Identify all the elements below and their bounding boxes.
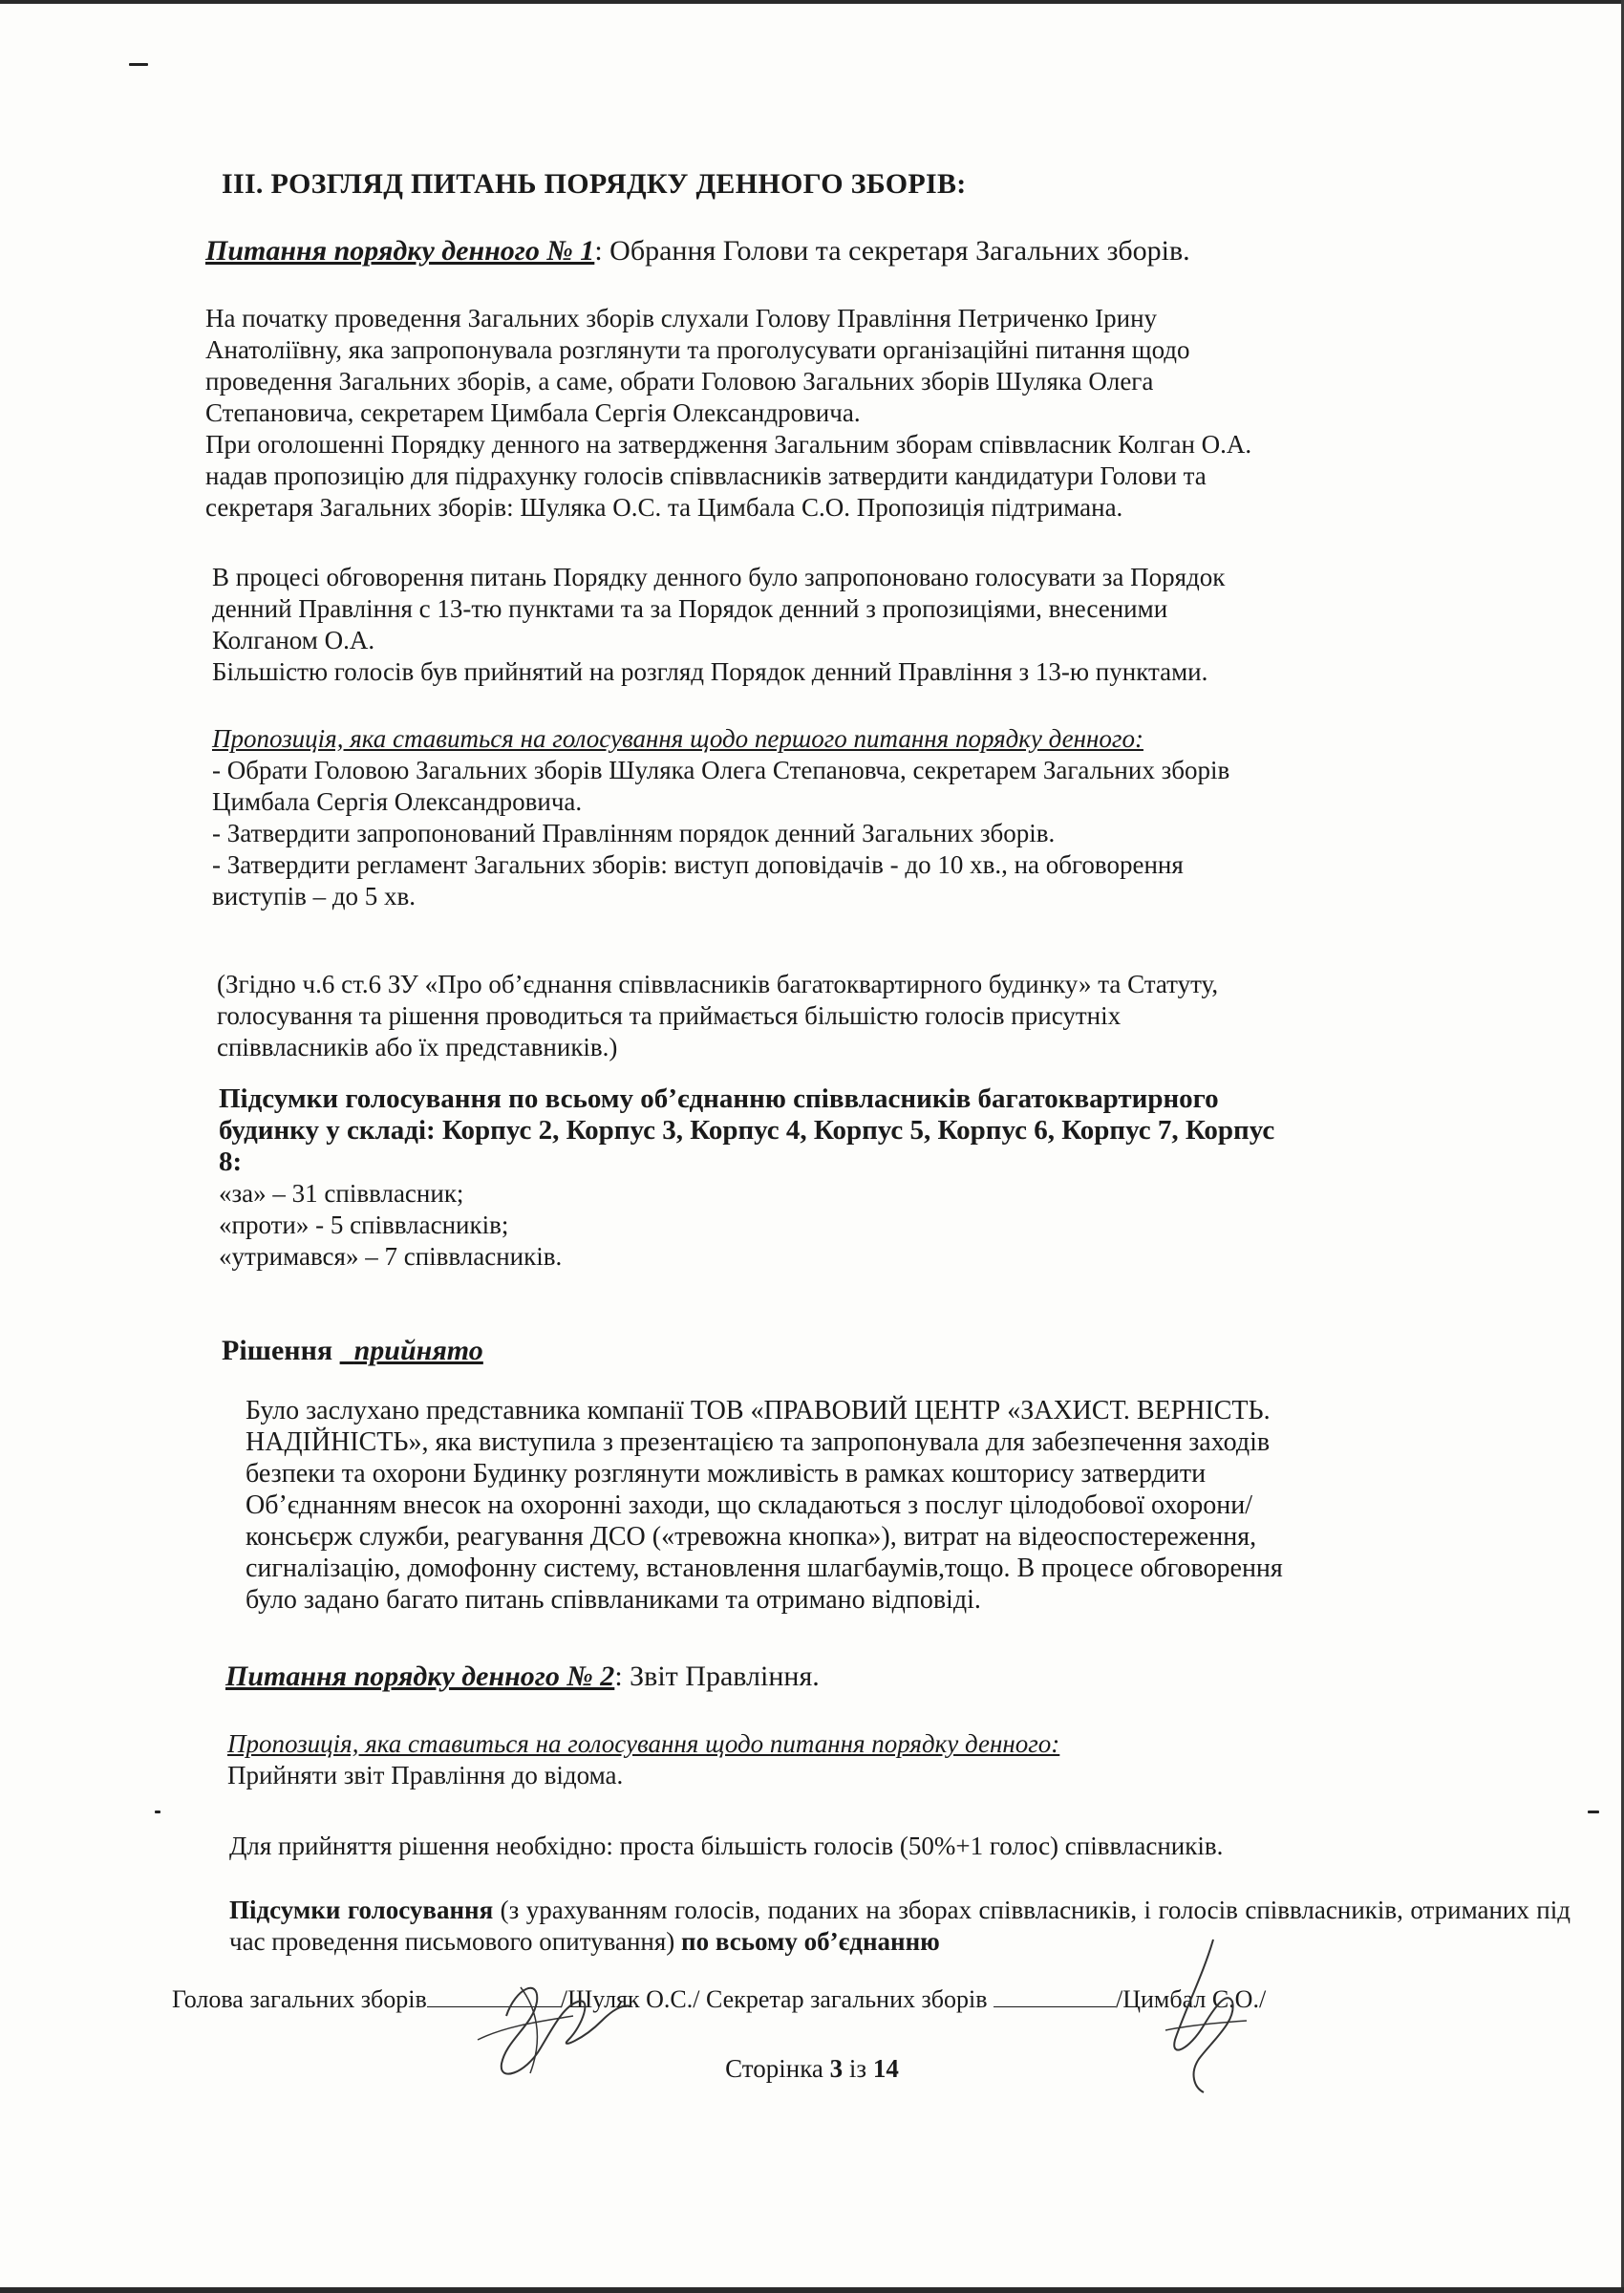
paragraph-line: сигналізацію, домофонну систему, встановлення шлагбаумів,тощо. В процесе обговорення — [246, 1554, 1283, 1583]
paragraph-line: проведення Загальних зборів, а саме, обрати Головою Загальних зборів Шуляка Олега — [205, 367, 1154, 396]
paragraph-line: (Згідно ч.6 ст.6 ЗУ «Про об’єднання співвласників багатоквартирного будинку» та Статуту, — [217, 970, 1219, 998]
agenda-item-1-heading — [205, 235, 1543, 268]
page-number — [0, 2054, 1624, 2084]
agenda-item-2-heading — [225, 1661, 820, 1693]
paragraph-line: консьєрж служби, реагування ДСО («тревожна кнопка»), витрат на відеоспостереження, — [246, 1522, 1257, 1552]
results-2-bold-start: Підсумки голосування — [229, 1896, 494, 1924]
decision-requirement: Для прийняття рішення необхідно: проста більшість голосів (50%+1 голос) співвласників. — [229, 1832, 1224, 1860]
proposal-line: виступів – до 5 хв. — [212, 882, 417, 911]
votes-against: «проти» - 5 співвласників; — [219, 1211, 509, 1239]
page-number-total: 14 — [872, 2054, 899, 2083]
paragraph-line: Колганом О.А. — [212, 626, 375, 654]
scan-speck — [1588, 1811, 1599, 1813]
proposal-1 — [212, 723, 1534, 912]
voting-results-1 — [219, 1083, 1541, 1273]
decision-line — [222, 1335, 483, 1367]
page-number-current: 3 — [829, 2054, 844, 2083]
proposal-line: - Затвердити регламент Загальних зборів: виступ доповідачів - до 10 хв., на обговорення — [212, 850, 1184, 879]
proposal-line: - Затвердити запропонований Правлінням порядок денний Загальних зборів. — [212, 819, 1056, 847]
voting-results-2-intro — [229, 1895, 1571, 1958]
scan-speck — [155, 1811, 160, 1813]
paragraph-line: безпеки та охорони Будинку розглянути можливість в рамках кошторису затвердити — [246, 1459, 1207, 1489]
paragraph-line: було задано багато питань співвланиками та отримано відповіді. — [246, 1585, 981, 1615]
agenda-item-2-label: Питання порядку денного № 2 — [225, 1661, 615, 1692]
votes-abstained: «утримався» – 7 співвласників. — [219, 1242, 563, 1271]
secretary-signature-blank — [994, 1985, 1116, 2007]
opening-paragraph — [205, 303, 1531, 524]
paragraph-line: Степановича, секретарем Цимбала Сергія Олександровича. — [205, 398, 861, 427]
chair-label: Голова загальних зборів — [172, 1985, 427, 2013]
agenda-item-1-text: : Обрання Голови та секретаря Загальних зборів. — [594, 235, 1190, 267]
chair-name: /Шуляк О.С./ — [560, 1985, 700, 2013]
agenda-item-1-label: Питання порядку денного № 1 — [205, 235, 595, 267]
security-presentation-paragraph — [246, 1395, 1545, 1616]
proposal-2-heading: Пропозиція, яка ставиться на голосування щодо питання порядку денного: — [227, 1729, 1060, 1758]
paragraph-line: надав пропозицію для підрахунку голосів співвласників затвердити кандидатури Голови та — [205, 461, 1207, 490]
secretary-label: Секретар загальних зборів — [705, 1985, 988, 2013]
paragraph-line: секретаря Загальних зборів: Шуляка О.С. та Цимбала С.О. Пропозиція підтримана. — [205, 493, 1123, 522]
signature-line — [172, 1985, 1471, 2014]
scan-speck — [129, 63, 148, 66]
paragraph-line: Об’єднанням внесок на охоронні заходи, що складаються з послуг цілодобової охорони/ — [246, 1490, 1253, 1520]
proposal-line: - Обрати Головою Загальних зборів Шуляка Олега Степановча, секретарем Загальних зборів — [212, 756, 1230, 784]
page-number-prefix: Сторінка — [725, 2054, 823, 2083]
scan-edge — [0, 0, 1624, 4]
paragraph-line: В процесі обговорення питань Порядку денного було запропоновано голосувати за Порядок — [212, 563, 1226, 591]
scan-edge — [0, 2287, 1624, 2293]
results-2-bold-end: по всьому об’єднанню — [674, 1927, 940, 1956]
decision-value: прийнято — [353, 1335, 483, 1366]
results-heading-line: 8: — [219, 1146, 243, 1177]
paragraph-line: голосування та рішення проводиться та приймається більшістю голосів присутніх — [217, 1001, 1122, 1030]
paragraph-line: Більшістю голосів був прийнятий на розгляд Порядок денний Правління з 13-ю пунктами. — [212, 657, 1208, 686]
votes-for: «за» – 31 співвласник; — [219, 1179, 464, 1208]
paragraph-line: співвласників або їх представників.) — [217, 1033, 618, 1061]
paragraph-line: денний Правління с 13-тю пунктами та за Порядок денний з пропозиціями, внесеними — [212, 594, 1168, 623]
legal-basis-note — [217, 969, 1537, 1063]
page-number-separator: із — [848, 2054, 867, 2083]
paragraph-line: При оголошенні Порядку денного на затвердження Загальним зборам співвласник Колган О.А. — [205, 430, 1252, 459]
paragraph-line: Було заслухано представника компанії ТОВ «ПРАВОВИЙ ЦЕНТР «ЗАХИСТ. ВЕРНІСТЬ. — [246, 1396, 1271, 1425]
paragraph-line: Анатоліївну, яка запропонувала розглянути та проголусувати організаційні питання щодо — [205, 335, 1190, 364]
section-title: III. РОЗГЛЯД ПИТАНЬ ПОРЯДКУ ДЕННОГО ЗБОРІВ: — [222, 168, 967, 200]
proposal-line: Цимбала Сергія Олександровича. — [212, 787, 583, 816]
paragraph-line: На початку проведення Загальних зборів слухали Голову Правління Петриченко Ірину — [205, 304, 1158, 332]
proposal-2-text: Прийняти звіт Правління до відома. — [227, 1761, 624, 1789]
proposal-2 — [227, 1728, 1527, 1791]
results-heading-line: Підсумки голосування по всьому об’єднанню співвласників багатоквартирного — [219, 1083, 1219, 1114]
agenda-item-2-text: : Звіт Правління. — [614, 1661, 820, 1692]
decision-label: Рішення — [222, 1335, 333, 1366]
results-heading-line: будинку у складі: Корпус 2, Корпус 3, Корпус 4, Корпус 5, Корпус 6, Корпус 7, Корпус — [219, 1115, 1275, 1146]
proposal-1-heading: Пропозиція, яка ставиться на голосування щодо першого питання порядку денного: — [212, 724, 1143, 753]
paragraph-line: НАДІЙНІСТЬ», яка виступила з презентацією та запропонувала для забезпечення заходів — [246, 1427, 1271, 1457]
secretary-name: /Цимбал С.О./ — [1115, 1985, 1267, 2013]
agenda-discussion-paragraph — [212, 562, 1530, 688]
results-2-text: (з урахуванням голосів, поданих на зборах співвласників, і голосів співвласників, отриманих під час проведення письмового опитування) — [229, 1896, 1571, 1956]
